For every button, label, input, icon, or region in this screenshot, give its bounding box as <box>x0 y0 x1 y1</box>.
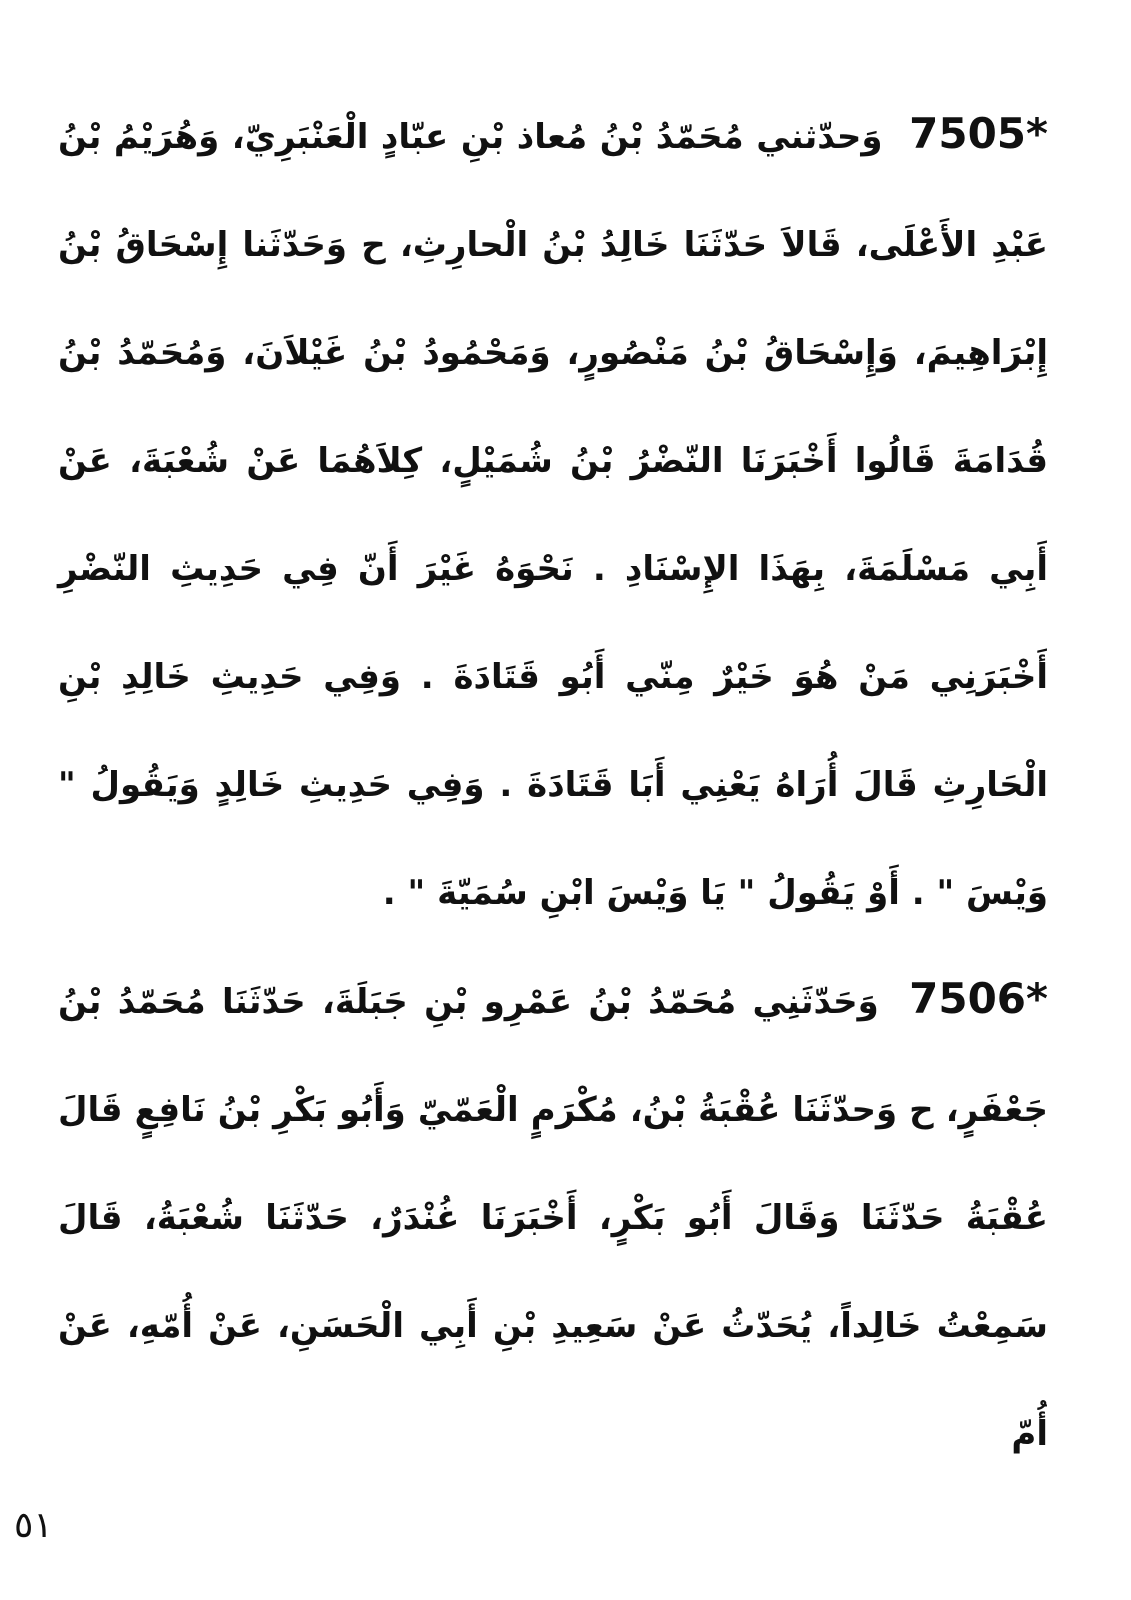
hadith-paragraph-7506 <box>58 945 1048 1488</box>
hadith-text: وَحدّثني مُحَمّدُ بْنُ مُعاذ بْنِ عبّادٍ الْعَنْبَرِيّ، وَهُرَيْمُ بْنُ عَبْدِ الأَعْلَى، قَالاَ حَدّثَنَا خَالِدُ بْنُ الْحارِثِ، ح وَحَدّثَنا إِسْحَاقُ بْنُ إِبْرَاهِيمَ، وَإِسْحَاقُ بْنُ مَنْصُورٍ، وَمَحْمُودُ بْنُ غَيْلاَنَ، وَمُحَمّدُ بْنُ قُدَامَةَ قَالُوا أَخْبَرَنَا النّضْرُ بْنُ شُمَيْلٍ، كِلاَهُمَا عَنْ شُعْبَةَ، عَنْ أَبِي مَسْلَمَةَ، بِهَذَا الإِسْنَادِ . نَحْوَهُ غَيْرَ أَنّ فِي حَدِيثِ النّضْرِ أَخْبَرَنِي مَنْ هُوَ خَيْرٌ مِنّي أَبُو قَتَادَةَ . وَفِي حَدِيثِ خَالِدِ بْنِ الْحَارِثِ قَالَ أُرَاهُ يَعْنِي أَبَا قَتَادَةَ . وَفِي حَدِيثِ خَالِدٍ وَيَقُولُ " وَيْسَ " . أَوْ يَقُولُ " يَا وَيْسَ ابْنِ سُمَيّةَ " . <box>58 117 1048 913</box>
hadith-number: 7506* <box>909 974 1048 1023</box>
hadith-number: 7505* <box>909 109 1048 158</box>
hadith-paragraph-7505 <box>58 80 1048 947</box>
hadith-text: وَحَدّثَنِي مُحَمّدُ بْنُ عَمْرِو بْنِ جَبَلَةَ، حَدّثَنَا مُحَمّدُ بْنُ جَعْفَرٍ، ح وَحدّثَنَا عُقْبَةُ بْنُ، مُكْرَمٍ الْعَمّيّ وَأَبُو بَكْرِ بْنُ نَافِعٍ قَالَ عُقْبَةُ حَدّثَنَا وَقَالَ أَبُو بَكْرٍ، أَخْبَرَنَا غُنْدَرٌ، حَدّثَنَا شُعْبَةُ، قَالَ سَمِعْتُ خَالِداً، يُحَدّثُ عَنْ سَعِيدِ بْنِ أَبِي الْحَسَنِ، عَنْ أُمّهِ، عَنْ أُمّ <box>58 982 1048 1454</box>
page-number: ٥١ <box>14 1505 53 1546</box>
